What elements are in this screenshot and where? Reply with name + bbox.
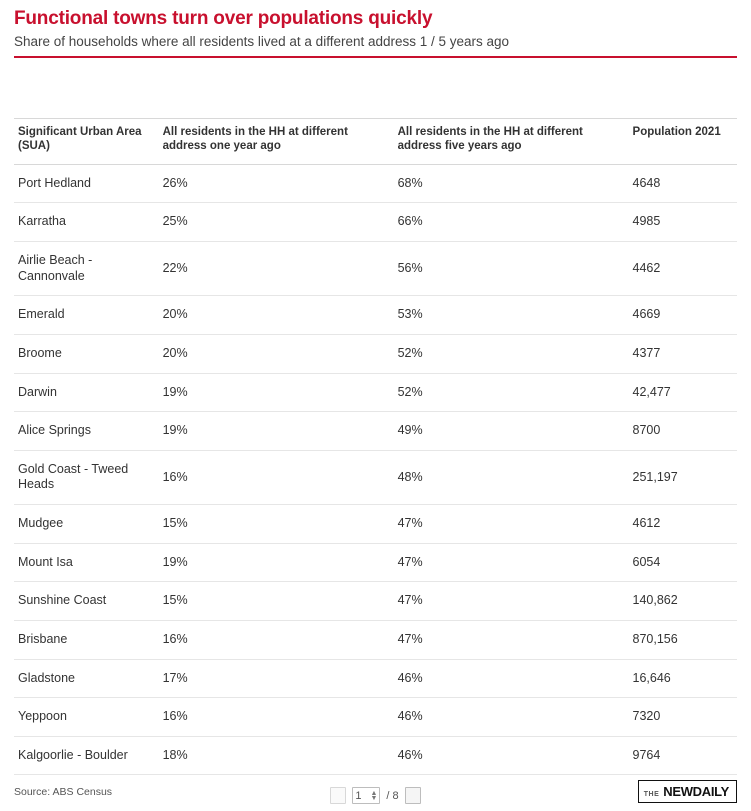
chart-footer bbox=[14, 780, 737, 803]
cell-one-year: 20% bbox=[159, 296, 394, 335]
cell-five-years: 48% bbox=[394, 450, 629, 504]
cell-sua: Sunshine Coast bbox=[14, 582, 159, 621]
cell-population: 16,646 bbox=[629, 659, 737, 698]
cell-one-year: 25% bbox=[159, 203, 394, 242]
table-row bbox=[14, 582, 737, 621]
cell-sua: Gold Coast - Tweed Heads bbox=[14, 450, 159, 504]
cell-one-year: 17% bbox=[159, 659, 394, 698]
cell-population: 4377 bbox=[629, 334, 737, 373]
cell-five-years: 66% bbox=[394, 203, 629, 242]
cell-one-year: 26% bbox=[159, 164, 394, 203]
table-row bbox=[14, 164, 737, 203]
cell-sua: Karratha bbox=[14, 203, 159, 242]
table-header-row bbox=[14, 119, 737, 165]
cell-population: 870,156 bbox=[629, 620, 737, 659]
cell-one-year: 19% bbox=[159, 373, 394, 412]
cell-five-years: 47% bbox=[394, 505, 629, 544]
table-header bbox=[14, 94, 737, 164]
cell-population: 7320 bbox=[629, 698, 737, 737]
column-header-five-years: All residents in the HH at different address five years ago bbox=[397, 126, 583, 153]
cell-one-year: 16% bbox=[159, 620, 394, 659]
cell-sua: Broome bbox=[14, 334, 159, 373]
cell-population: 4985 bbox=[629, 203, 737, 242]
cell-population: 140,862 bbox=[629, 582, 737, 621]
table-row bbox=[14, 659, 737, 698]
cell-one-year: 20% bbox=[159, 334, 394, 373]
table-row bbox=[14, 242, 737, 296]
cell-one-year: 16% bbox=[159, 450, 394, 504]
cell-population: 4462 bbox=[629, 242, 737, 296]
title-divider bbox=[14, 56, 737, 58]
logo-name-text: NEWDAILY bbox=[663, 784, 729, 799]
table-row bbox=[14, 620, 737, 659]
page-number-value: 1 bbox=[355, 789, 362, 802]
table-row bbox=[14, 296, 737, 335]
cell-one-year: 18% bbox=[159, 736, 394, 775]
column-header-population: Population 2021 bbox=[632, 126, 721, 138]
logo-the-text: THE bbox=[643, 791, 660, 798]
header-spacer bbox=[14, 94, 737, 119]
cell-five-years: 68% bbox=[394, 164, 629, 203]
cell-one-year: 16% bbox=[159, 698, 394, 737]
page-title: Functional towns turn over populations quickly bbox=[14, 8, 433, 29]
table-row bbox=[14, 203, 737, 242]
cell-population: 4669 bbox=[629, 296, 737, 335]
table-body bbox=[14, 164, 737, 775]
cell-population: 9764 bbox=[629, 736, 737, 775]
cell-five-years: 46% bbox=[394, 736, 629, 775]
cell-sua: Gladstone bbox=[14, 659, 159, 698]
table-row bbox=[14, 334, 737, 373]
cell-population: 4612 bbox=[629, 505, 737, 544]
cell-population: 42,477 bbox=[629, 373, 737, 412]
page-total-label: / 8 bbox=[386, 789, 399, 802]
cell-population: 4648 bbox=[629, 164, 737, 203]
data-table bbox=[14, 94, 737, 775]
chart-page bbox=[0, 8, 751, 811]
cell-sua: Kalgoorlie - Boulder bbox=[14, 736, 159, 775]
table-row bbox=[14, 698, 737, 737]
cell-population: 251,197 bbox=[629, 450, 737, 504]
cell-five-years: 47% bbox=[394, 620, 629, 659]
table-row bbox=[14, 736, 737, 775]
cell-one-year: 19% bbox=[159, 543, 394, 582]
cell-five-years: 47% bbox=[394, 582, 629, 621]
table-row bbox=[14, 543, 737, 582]
source-note: Source: ABS Census bbox=[14, 785, 113, 798]
table-row bbox=[14, 450, 737, 504]
cell-sua: Emerald bbox=[14, 296, 159, 335]
cell-sua: Darwin bbox=[14, 373, 159, 412]
cell-sua: Alice Springs bbox=[14, 412, 159, 451]
cell-one-year: 19% bbox=[159, 412, 394, 451]
cell-sua: Mount Isa bbox=[14, 543, 159, 582]
cell-population: 8700 bbox=[629, 412, 737, 451]
cell-five-years: 49% bbox=[394, 412, 629, 451]
cell-population: 6054 bbox=[629, 543, 737, 582]
cell-one-year: 15% bbox=[159, 582, 394, 621]
column-header-one-year: All residents in the HH at different address one year ago bbox=[162, 126, 348, 153]
table-row bbox=[14, 412, 737, 451]
cell-five-years: 53% bbox=[394, 296, 629, 335]
table-row bbox=[14, 505, 737, 544]
column-header-sua: Significant Urban Area (SUA) bbox=[18, 126, 142, 153]
brand-logo bbox=[638, 780, 737, 803]
cell-one-year: 22% bbox=[159, 242, 394, 296]
cell-one-year: 15% bbox=[159, 505, 394, 544]
cell-five-years: 56% bbox=[394, 242, 629, 296]
cell-sua: Port Hedland bbox=[14, 164, 159, 203]
stepper-icon[interactable]: ▲ ▼ bbox=[370, 789, 378, 802]
cell-sua: Brisbane bbox=[14, 620, 159, 659]
cell-five-years: 52% bbox=[394, 334, 629, 373]
cell-sua: Yeppoon bbox=[14, 698, 159, 737]
cell-sua: Airlie Beach - Cannonvale bbox=[14, 242, 159, 296]
cell-five-years: 46% bbox=[394, 698, 629, 737]
page-subtitle: Share of households where all residents lived at a different address 1 / 5 years ago bbox=[14, 34, 510, 49]
cell-five-years: 46% bbox=[394, 659, 629, 698]
cell-five-years: 52% bbox=[394, 373, 629, 412]
cell-sua: Mudgee bbox=[14, 505, 159, 544]
table-row bbox=[14, 373, 737, 412]
cell-five-years: 47% bbox=[394, 543, 629, 582]
